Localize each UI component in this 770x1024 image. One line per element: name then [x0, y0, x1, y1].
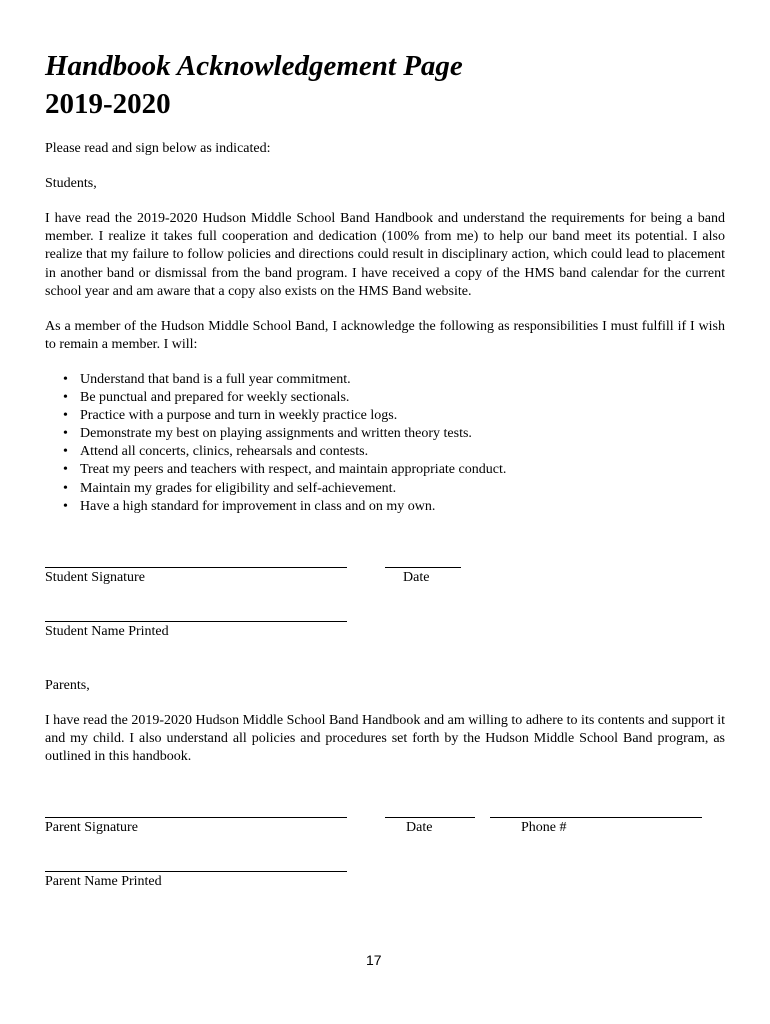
list-item: • Have a high standard for improvement in class and on my own. [63, 498, 506, 516]
student-name-printed-line[interactable] [45, 621, 347, 622]
parent-phone-label: Phone # [521, 820, 567, 835]
bullet-icon: • [63, 444, 68, 460]
bullet-icon: • [63, 462, 68, 478]
parent-name-printed-line[interactable] [45, 871, 347, 872]
students-paragraph-1: I have read the 2019-2020 Hudson Middle School Band Handbook and understand the requirements for being a band member. I realize it takes full cooperation and dedication (100% from me) to help our band meet its potential. I also realize that my failure to follow policies and directions could result in disciplinary action, which could lead to placement in another band or dismissal from the band program. I have received a copy of the HMS band calendar for the current school year and am aware that a copy also exists on the HMS Band website. [45, 211, 725, 299]
bullet-icon: • [63, 426, 68, 442]
parent-signature-line[interactable] [45, 817, 347, 818]
parents-paragraph: I have read the 2019-2020 Hudson Middle School Band Handbook and am willing to adhere to its contents and support it and my child. I also understand all policies and procedures set forth by the Hudson Middle School Band program, as outlined in this handbook. [45, 713, 725, 765]
list-item: • Practice with a purpose and turn in weekly practice logs. [63, 407, 506, 425]
parent-name-printed-label: Parent Name Printed [45, 874, 162, 889]
list-item: • Understand that band is a full year commitment. [63, 371, 506, 389]
parent-date-line[interactable] [385, 817, 475, 818]
student-date-label: Date [403, 570, 430, 585]
parents-salutation: Parents, [45, 678, 90, 693]
page-title: Handbook Acknowledgement Page [45, 50, 463, 82]
bullet-icon: • [63, 408, 68, 424]
parent-date-label: Date [406, 820, 433, 835]
student-name-printed-label: Student Name Printed [45, 624, 169, 639]
students-paragraph-2: As a member of the Hudson Middle School Band, I acknowledge the following as responsibilities I must fulfill if I wish to remain a member. I will: [45, 319, 725, 353]
parent-phone-line[interactable] [490, 817, 702, 818]
bullet-icon: • [63, 372, 68, 387]
bullet-icon: • [63, 390, 68, 406]
parent-signature-label: Parent Signature [45, 820, 138, 835]
responsibilities-list [63, 371, 506, 516]
list-item: • Treat my peers and teachers with respect, and maintain appropriate conduct. [63, 461, 506, 479]
students-salutation: Students, [45, 176, 97, 191]
page-number: 17 [366, 952, 382, 968]
list-item: • Be punctual and prepared for weekly sectionals. [63, 389, 506, 407]
student-signature-label: Student Signature [45, 570, 145, 585]
list-item: • Maintain my grades for eligibility and self-achievement. [63, 480, 506, 498]
student-signature-line[interactable] [45, 567, 347, 568]
page-year: 2019-2020 [45, 88, 171, 120]
bullet-icon: • [63, 480, 68, 496]
intro-text: Please read and sign below as indicated: [45, 141, 271, 156]
list-item: • Attend all concerts, clinics, rehearsals and contests. [63, 443, 506, 461]
list-item: • Demonstrate my best on playing assignments and written theory tests. [63, 425, 506, 443]
student-date-line[interactable] [385, 567, 461, 568]
bullet-icon: • [63, 498, 68, 514]
